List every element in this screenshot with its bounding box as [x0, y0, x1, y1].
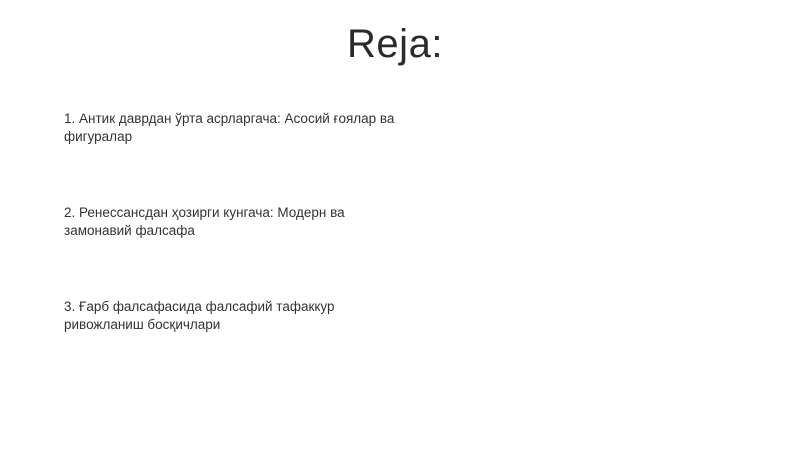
slide-title: Reja:: [347, 22, 443, 66]
agenda-item-3: 3. Ғарб фалсафасида фалсафий тафаккур ривожланиш босқичлари: [64, 299, 335, 332]
agenda-item-2: 2. Ренессансдан ҳозирги кунгача: Модерн ва замонавий фалсафа: [64, 205, 345, 238]
agenda-item-1: 1. Антик даврдан ўрта асрларгача: Асосий ғоялар ва фигуралар: [64, 111, 395, 144]
